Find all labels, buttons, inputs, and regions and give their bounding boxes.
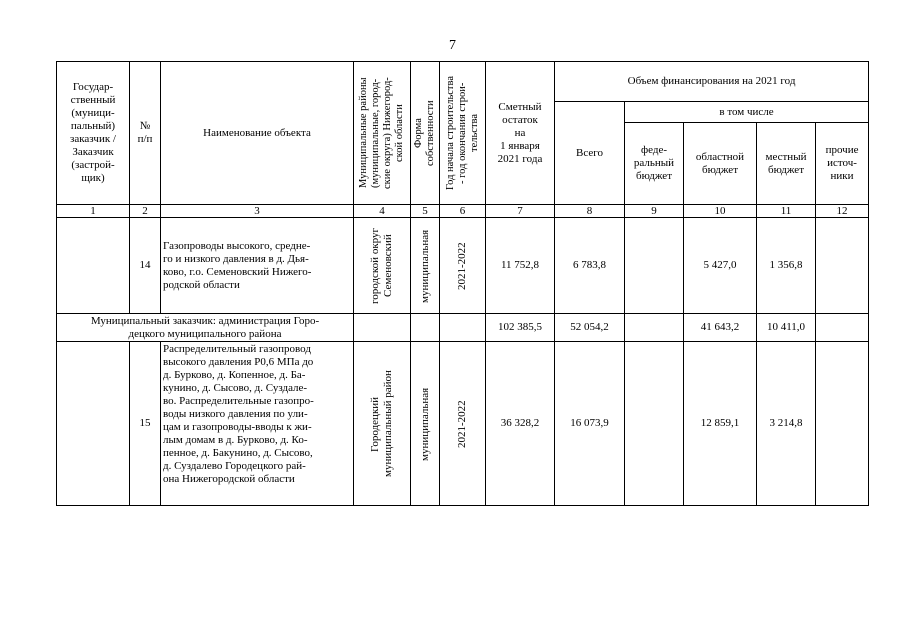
column-number: 10 [684, 205, 757, 218]
row-balance: 11 752,8 [486, 218, 555, 314]
row-years: 2021-2022 [456, 241, 468, 290]
column-number: 6 [440, 205, 486, 218]
row-total: 16 073,9 [555, 342, 625, 506]
column-number: 2 [130, 205, 161, 218]
subtotal-label: Муниципальный заказчик: администрация Горо- децкого муниципального района [57, 314, 354, 342]
column-number: 12 [816, 205, 869, 218]
row-total: 6 783,8 [555, 218, 625, 314]
row-other [816, 342, 869, 506]
subtotal-balance: 102 385,5 [486, 314, 555, 342]
header-customer: Государ- ственный (муници- пальный) заказчик / Заказчик (застрой- щик) [57, 62, 130, 205]
row-num: 15 [130, 342, 161, 506]
row-other [816, 218, 869, 314]
subtotal-other [816, 314, 869, 342]
header-other: прочие источ- ники [816, 123, 869, 205]
row-object-name: Распределительный газопровод высокого давления Р0,6 МПа до д. Бурково, д. Копенное, д. Ба- кунино, д. Сысово, д. Суздале- во. Распределительные газопро- воды низкого давления по ули- цам и газопроводы-вводы к жи- лым домам в д. Бурково, д. Ко- пенное, д. Бакунино, д. Сысово, д. Суздалево Городецкого рай- она Нижегородской области [161, 342, 354, 506]
row-local: 3 214,8 [757, 342, 816, 506]
page-number: 7 [449, 38, 456, 53]
header-total: Всего [555, 102, 625, 205]
row-district: Городецкий муниципальный район [369, 370, 394, 477]
header-object-name: Наименование объекта [161, 62, 354, 205]
header-years: Год начала строительства - год окончания строи- тельства [444, 76, 480, 190]
column-number: 9 [625, 205, 684, 218]
header-funding-title: Объем финансирования на 2021 год [555, 62, 869, 102]
subtotal-local: 10 411,0 [757, 314, 816, 342]
table-row [57, 218, 869, 314]
column-number: 11 [757, 205, 816, 218]
header-estimated-balance: Сметный остаток на 1 января 2021 года [486, 62, 555, 205]
header-ownership: Форма собственности [413, 100, 436, 166]
subtotal-total: 52 054,2 [555, 314, 625, 342]
financing-table [56, 61, 869, 506]
column-number: 8 [555, 205, 625, 218]
column-numbers-row [57, 205, 869, 218]
header-federal: феде- ральный бюджет [625, 123, 684, 205]
column-number: 3 [161, 205, 354, 218]
row-regional: 12 859,1 [684, 342, 757, 506]
header-num: № п/п [130, 62, 161, 205]
header-including: в том числе [625, 102, 869, 123]
row-num: 14 [130, 218, 161, 314]
row-federal [625, 342, 684, 506]
row-ownership: муниципальная [418, 386, 431, 461]
row-district: городской округ Семеновский [369, 227, 394, 304]
header-local: местный бюджет [757, 123, 816, 205]
row-years: 2021-2022 [456, 399, 468, 448]
row-regional: 5 427,0 [684, 218, 757, 314]
column-number: 1 [57, 205, 130, 218]
row-ownership: муниципальная [418, 228, 431, 303]
header-districts: Муниципальные районы (муниципальные, город- ские округа) Нижегород- ской области [358, 77, 405, 189]
row-local: 1 356,8 [757, 218, 816, 314]
subtotal-federal [625, 314, 684, 342]
header-regional: областной бюджет [684, 123, 757, 205]
subtotal-row [57, 314, 869, 342]
row-federal [625, 218, 684, 314]
subtotal-regional: 41 643,2 [684, 314, 757, 342]
column-number: 7 [486, 205, 555, 218]
row-balance: 36 328,2 [486, 342, 555, 506]
row-object-name: Газопроводы высокого, средне- го и низкого давления в д. Дья- ково, г.о. Семеновский Нижего- родской области [161, 218, 354, 314]
table-row [57, 342, 869, 506]
column-number: 4 [354, 205, 411, 218]
column-number: 5 [411, 205, 440, 218]
